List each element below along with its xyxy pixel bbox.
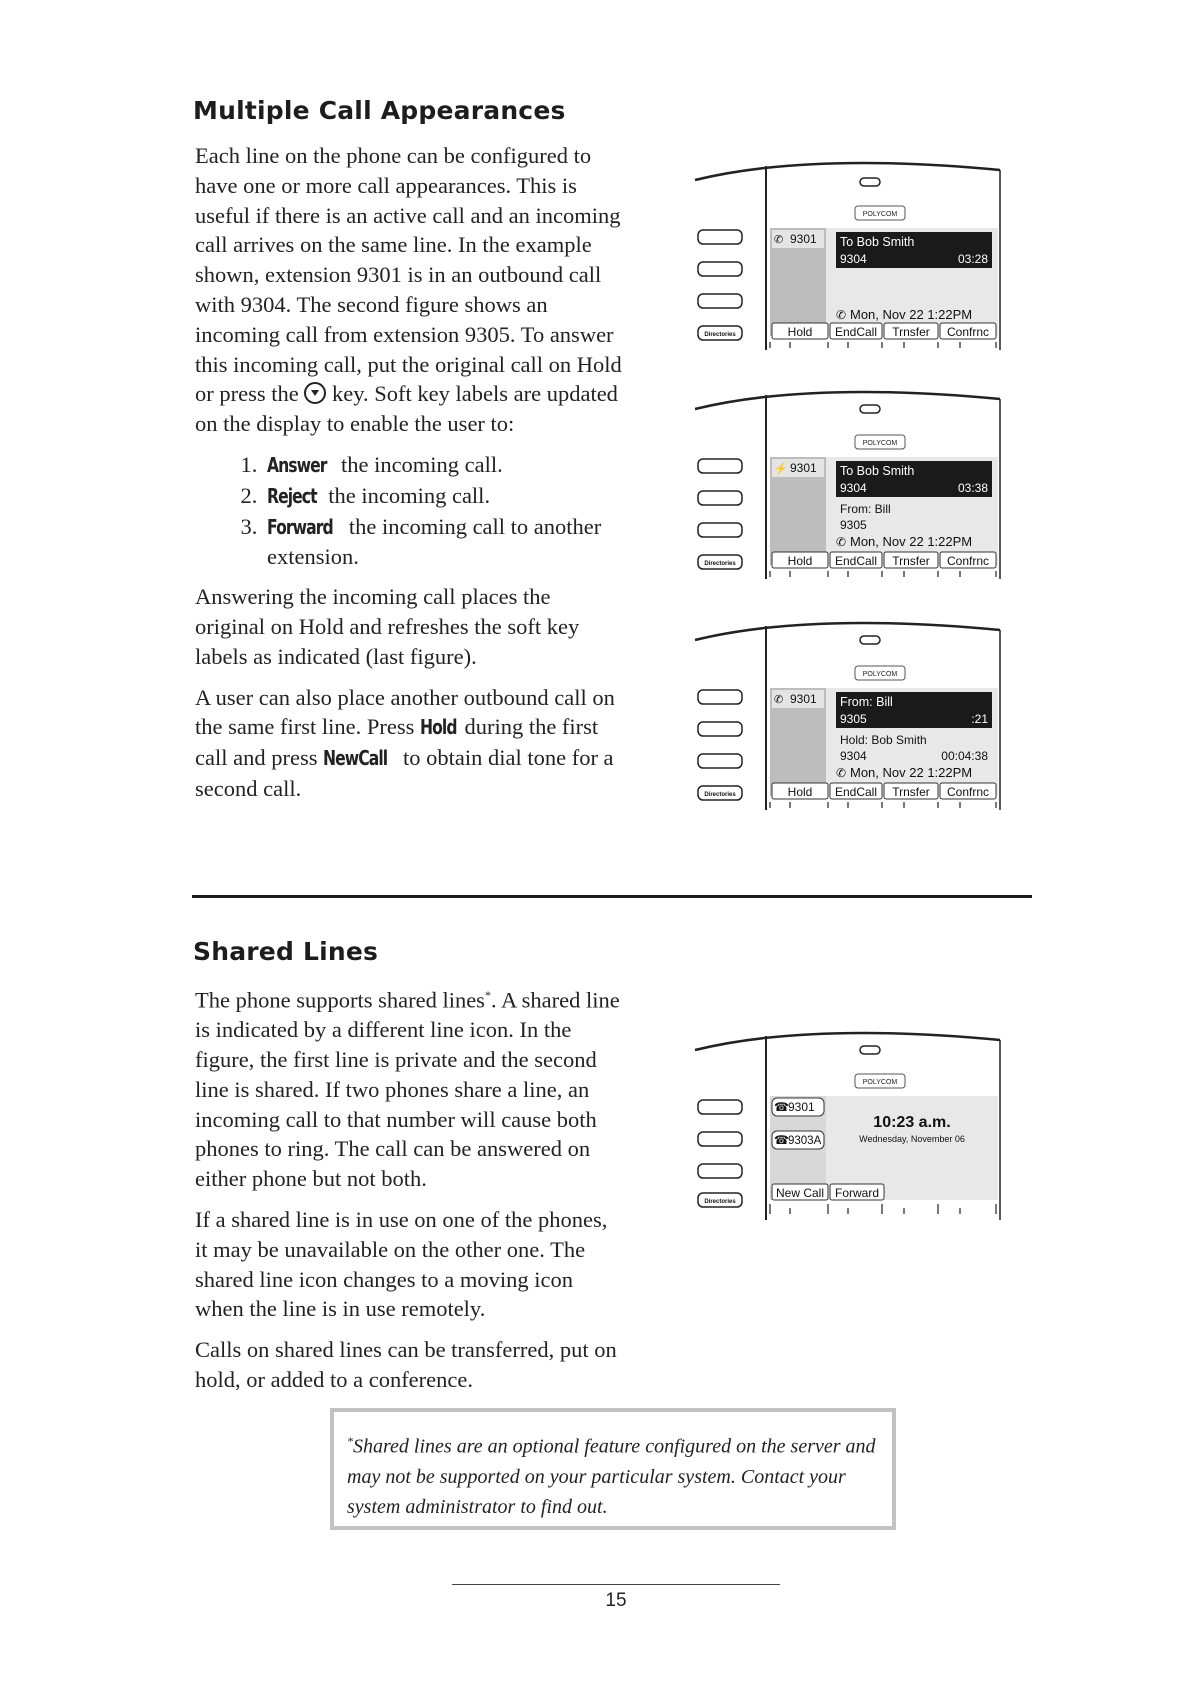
softkey-label: Confrnc: [946, 554, 990, 568]
line-key-button[interactable]: [698, 690, 742, 704]
footnote-text: Shared lines are an optional feature configured on the server and may not be supported on your particular system. Contact your system administrator to find out.: [347, 1435, 876, 1518]
softkey-label: EndCall: [834, 554, 878, 568]
call-name: From: Bill: [840, 695, 893, 709]
phone-icon: ✆: [774, 694, 784, 706]
softkey-label: Hold: [787, 785, 813, 799]
brand-label: POLYCOM: [862, 671, 898, 678]
section2-body: [195, 981, 625, 1406]
list-item: [263, 512, 625, 573]
date-time: Mon, Nov 22 1:22PM: [850, 534, 973, 549]
list-item: [263, 481, 625, 512]
handset-icon: ✆: [836, 308, 847, 322]
list-item-text: the incoming call.: [335, 451, 503, 477]
softkey-label: EndCall: [834, 785, 878, 799]
paragraph: Calls on shared lines can be transferred, put on hold, or added to a conference.: [195, 1337, 617, 1393]
phone-figure-answered-call: [690, 618, 1010, 823]
line-key-button[interactable]: [698, 491, 742, 505]
section-divider: [192, 895, 1032, 898]
phone-figure-incoming-call: [690, 387, 1010, 592]
line-key-button[interactable]: [698, 523, 742, 537]
line-key-button[interactable]: [698, 459, 742, 473]
directories-label: Directories: [704, 332, 736, 338]
call-timer: :21: [971, 712, 988, 726]
paragraph-text: . A shared line is indicated by a different line icon. In the figure, the first line is private and the second line is shared. If two phones share a line, an incoming call to that number will cause both phones to ring. The call can be answered on either phone but not both.: [195, 987, 620, 1192]
handset-icon: ✆: [836, 535, 847, 549]
softkey-label: New Call: [775, 1186, 825, 1200]
indicator-light-icon: [860, 405, 880, 413]
paragraph-text: Each line on the phone can be configured to have one or more call appearances. This is useful if there is an active call and an incoming call arrives on the same line. In the example shown, extension 9301 is in an outbound call with 9304. The second figure shows an incoming call from extension 9305. To answer this incoming call, put the original call on Hold or press the: [195, 143, 622, 407]
paragraph-text: key. Soft key labels are updated on the display to enable the user to:: [195, 381, 618, 437]
softkeys: [772, 552, 996, 568]
keyword: Hold: [419, 715, 457, 740]
line-key-button[interactable]: [698, 1132, 742, 1146]
softkey-label: Trnsfer: [892, 554, 930, 568]
phone-figure-shared-lines: [690, 1028, 1010, 1233]
softkeys: [772, 1184, 884, 1200]
softkey-label: Trnsfer: [892, 325, 930, 339]
section-title-shared-lines: Shared Lines: [193, 937, 379, 966]
softkey-label: EndCall: [834, 325, 878, 339]
held-call-number: 9304: [840, 749, 867, 763]
line-keys: [698, 1100, 742, 1207]
page-number: 15: [605, 1590, 627, 1611]
paragraph-text: A user can also place another outbound call on the same first line. Press: [195, 684, 615, 740]
keyword: NewCall: [323, 746, 388, 771]
phone-bezel-curve: [695, 392, 1000, 409]
footnote-box: [330, 1408, 896, 1530]
footnote-mark: *: [484, 988, 491, 1002]
phone-bezel-curve: [695, 1033, 1000, 1050]
clock-date: Wednesday, November 06: [859, 1134, 965, 1144]
line-key-button[interactable]: [698, 262, 742, 276]
softkey-label: Hold: [787, 554, 813, 568]
handset-icon: ✆: [836, 766, 847, 780]
call-name: To Bob Smith: [840, 464, 915, 478]
call-number: 9304: [840, 252, 867, 266]
directories-label: Directories: [704, 1199, 736, 1205]
paragraph-text: during the first call and press: [195, 714, 599, 771]
softkeys: [772, 323, 996, 339]
keyword: Reject: [267, 483, 317, 508]
line-keys: [698, 690, 742, 800]
softkey-label: Hold: [787, 325, 813, 339]
paragraph: If a shared line is in use on one of the phones, it may be unavailable on the other one. The shared line icon changes to a moving icon when the line is in use remotely.: [195, 1207, 608, 1322]
list-item-text: the incoming call to another extension.: [267, 513, 602, 570]
held-call-name: Hold: Bob Smith: [840, 733, 927, 747]
line-key-button[interactable]: [698, 1164, 742, 1178]
call-timer: 03:28: [957, 252, 988, 266]
down-arrow-key-icon: [304, 382, 326, 404]
incoming-caller-number: 9305: [840, 518, 867, 532]
directories-label: Directories: [704, 792, 736, 798]
paragraph: Answering the incoming call places the original on Hold and refreshes the soft key labels as indicated (last figure).: [195, 584, 580, 669]
softkey-label: Confrnc: [946, 785, 990, 799]
clock-time: 10:23 a.m.: [873, 1114, 951, 1131]
ringing-phone-icon: ⚡: [774, 463, 788, 475]
keyword: Answer: [267, 452, 327, 477]
softkey-label: Trnsfer: [892, 785, 930, 799]
indicator-light-icon: [860, 636, 880, 644]
paragraph-text: The phone supports shared lines: [195, 987, 485, 1013]
line-number: 9301: [790, 461, 817, 475]
paragraph: [195, 981, 625, 1194]
steps-list: [195, 450, 625, 572]
phone-icon: ✆: [774, 234, 784, 246]
softkey-ticks: [770, 571, 996, 577]
line-number: 9301: [788, 1100, 815, 1114]
line-key-button[interactable]: [698, 754, 742, 768]
softkey-ticks: [770, 1204, 996, 1214]
brand-label: POLYCOM: [862, 1079, 898, 1086]
paragraph: [195, 683, 625, 804]
list-item: [263, 450, 625, 481]
softkey-label: Forward: [834, 1186, 880, 1200]
phone-bezel-curve: [695, 163, 1000, 180]
held-call-timer: 00:04:38: [941, 749, 988, 763]
directories-label: Directories: [704, 561, 736, 567]
call-name: To Bob Smith: [840, 235, 915, 249]
brand-label: POLYCOM: [862, 211, 898, 218]
line-key-button[interactable]: [698, 722, 742, 736]
softkey-ticks: [770, 342, 996, 348]
private-line-icon: ☎: [774, 1100, 789, 1114]
call-number: 9305: [840, 712, 867, 726]
footnote-mark: *: [347, 1434, 353, 1448]
softkey-label: Confrnc: [946, 325, 990, 339]
section1-body: [195, 141, 625, 815]
phone-bezel-curve: [695, 623, 1000, 640]
keyword: Forward: [267, 514, 333, 539]
line-number: 9303A: [788, 1135, 822, 1147]
call-timer: 03:38: [957, 481, 988, 495]
section-title-multiple-call-appearances: Multiple Call Appearances: [193, 96, 566, 125]
indicator-light-icon: [860, 178, 880, 186]
incoming-caller-name: From: Bill: [840, 502, 891, 516]
shared-line-icon: ☎: [774, 1133, 789, 1147]
paragraph-text: to obtain dial tone for a second call.: [195, 745, 614, 801]
line-key-button[interactable]: [698, 230, 742, 244]
date-time: Mon, Nov 22 1:22PM: [850, 765, 973, 780]
line-keys: [698, 459, 742, 569]
line-keys: [698, 230, 742, 340]
line-number: 9301: [790, 232, 817, 246]
indicator-light-icon: [860, 1046, 880, 1054]
softkey-ticks: [770, 802, 996, 808]
call-number: 9304: [840, 481, 867, 495]
list-item-text: the incoming call.: [322, 482, 491, 508]
line-key-button[interactable]: [698, 294, 742, 308]
line-key-button[interactable]: [698, 1100, 742, 1114]
softkeys: [772, 783, 996, 799]
footer-rule: [452, 1584, 780, 1585]
date-time: Mon, Nov 22 1:22PM: [850, 307, 973, 322]
brand-label: POLYCOM: [862, 440, 898, 447]
phone-figure-active-call: [690, 158, 1010, 363]
line-number: 9301: [790, 692, 817, 706]
paragraph: [195, 141, 625, 439]
